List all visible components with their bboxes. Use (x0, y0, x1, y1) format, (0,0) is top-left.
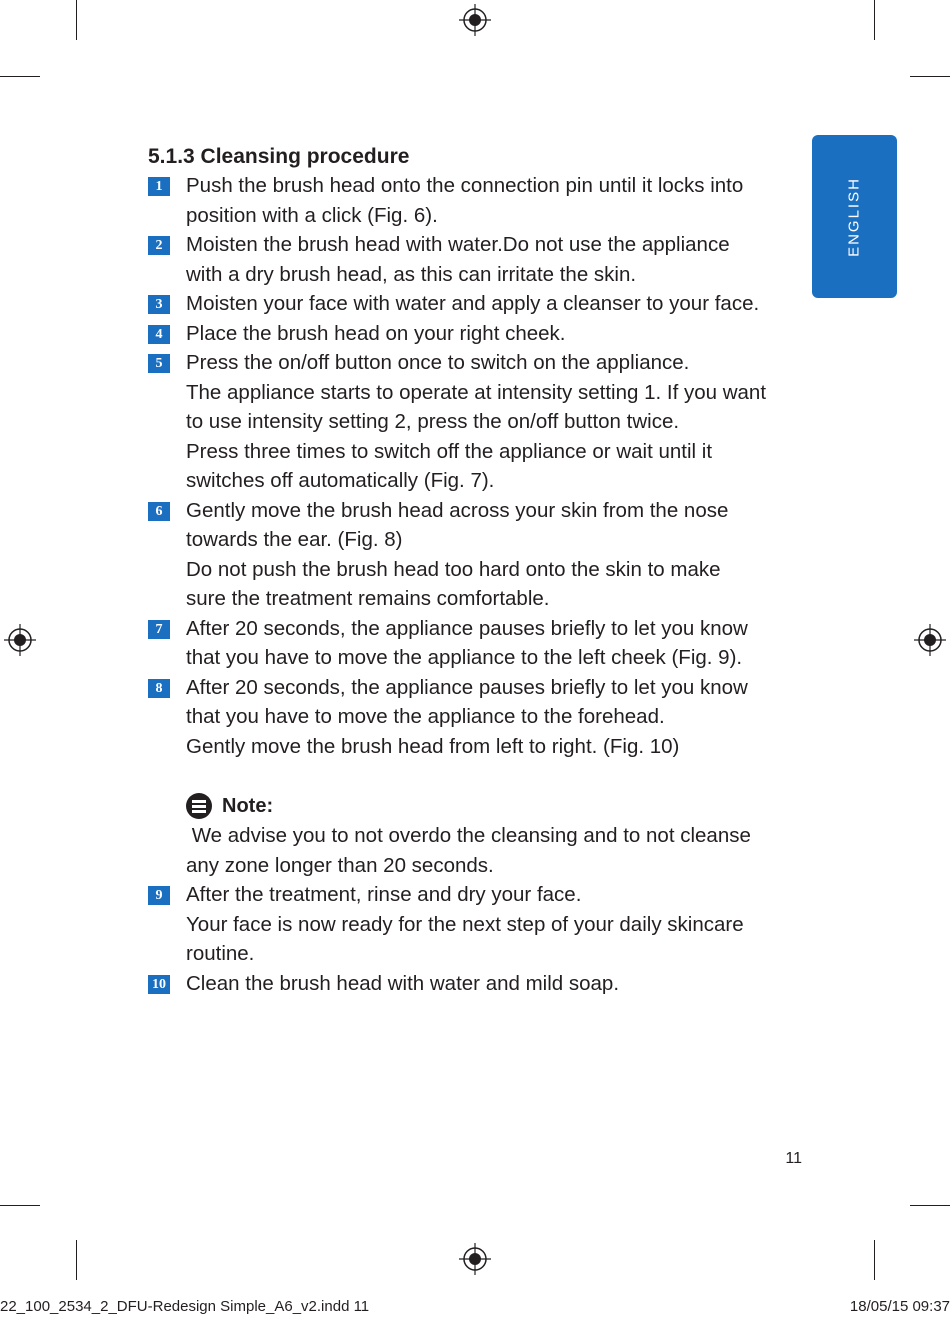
note-text: any zone longer than 20 seconds. (186, 853, 494, 877)
step-text: to use intensity setting 2, press the on/off button twice. (186, 410, 680, 433)
step-item (148, 171, 803, 230)
step-number-badge: 8 (148, 679, 170, 698)
step-text: towards the ear. (Fig. 8) (186, 528, 403, 551)
step-text: that you have to move the appliance to the left cheek (Fig. 9). (186, 646, 743, 669)
section-title: 5.1.3 Cleansing procedure (148, 145, 410, 168)
step-text: The appliance starts to operate at intensity setting 1. If you want (186, 380, 767, 404)
step-item (148, 880, 803, 969)
step-text: Place the brush head on your right cheek. (186, 321, 566, 345)
registration-mark-icon (459, 4, 491, 36)
crop-mark (910, 1205, 950, 1206)
step-number-badge: 4 (148, 325, 170, 344)
procedure-section (148, 142, 803, 998)
print-slug-date: 18/05/15 09:37 (849, 1298, 950, 1315)
page-number: 11 (785, 1150, 802, 1167)
step-text: with a dry brush head, as this can irritate the skin. (186, 262, 637, 286)
step-text: After 20 seconds, the appliance pauses briefly to let you know (186, 675, 748, 699)
step-text: Your face is now ready for the next step of your daily skincare (186, 912, 744, 936)
step-item (148, 969, 803, 999)
step-list (148, 880, 803, 998)
step-number-badge: 5 (148, 354, 170, 373)
step-text: routine. (186, 942, 255, 965)
step-item (148, 319, 803, 349)
step-number-badge: 9 (148, 886, 170, 905)
step-text: Moisten your face with water and apply a cleanser to your face. (186, 292, 760, 315)
step-text: Press the on/off button once to switch on the appliance. (186, 351, 690, 374)
step-text: Gently move the brush head across your skin from the nose (186, 498, 729, 522)
step-number-badge: 1 (148, 177, 170, 196)
step-text: switches off automatically (Fig. 7). (186, 469, 495, 492)
registration-mark-icon (914, 624, 946, 656)
crop-mark (76, 0, 77, 40)
crop-mark (874, 0, 875, 40)
step-text: sure the treatment remains comfortable. (186, 587, 550, 610)
step-number-badge: 10 (148, 975, 170, 994)
step-number-badge: 3 (148, 295, 170, 314)
step-text: Do not push the brush head too hard onto the skin to make (186, 557, 721, 581)
step-item (148, 673, 803, 762)
note-text: We advise you to not overdo the cleansing and to not cleanse (186, 824, 751, 847)
registration-mark-icon (459, 1243, 491, 1275)
language-tab-label: ENGLISH (845, 177, 863, 257)
step-number-badge: 2 (148, 236, 170, 255)
crop-mark (0, 76, 40, 77)
crop-mark (910, 76, 950, 77)
step-text: position with a click (Fig. 6). (186, 203, 438, 227)
step-number-badge: 7 (148, 620, 170, 639)
note-icon (186, 793, 212, 819)
registration-mark-icon (4, 624, 36, 656)
step-item (148, 348, 803, 496)
step-item (148, 496, 803, 614)
step-item (148, 614, 803, 673)
step-text: Clean the brush head with water and mild soap. (186, 971, 620, 995)
step-item (148, 289, 803, 319)
step-text: After the treatment, rinse and dry your face. (186, 883, 582, 906)
crop-mark (874, 1240, 875, 1280)
step-text: After 20 seconds, the appliance pauses briefly to let you know (186, 616, 748, 640)
step-list (148, 171, 803, 761)
print-slug-file: 22_100_2534_2_DFU-Redesign Simple_A6_v2.indd 11 (0, 1298, 370, 1315)
step-number-badge: 6 (148, 502, 170, 521)
crop-mark (0, 1205, 40, 1206)
note-label: Note: (222, 795, 274, 817)
step-text: Gently move the brush head from left to right. (Fig. 10) (186, 734, 680, 758)
step-text: Press three times to switch off the appliance or wait until it (186, 439, 713, 463)
language-tab (812, 135, 897, 298)
step-text: that you have to move the appliance to the forehead. (186, 705, 665, 728)
step-text: Push the brush head onto the connection pin until it locks into (186, 174, 744, 197)
note-heading (186, 791, 803, 821)
crop-mark (76, 1240, 77, 1280)
note-block (148, 791, 803, 880)
step-text: Moisten the brush head with water.Do not use the appliance (186, 233, 730, 256)
step-item (148, 230, 803, 289)
